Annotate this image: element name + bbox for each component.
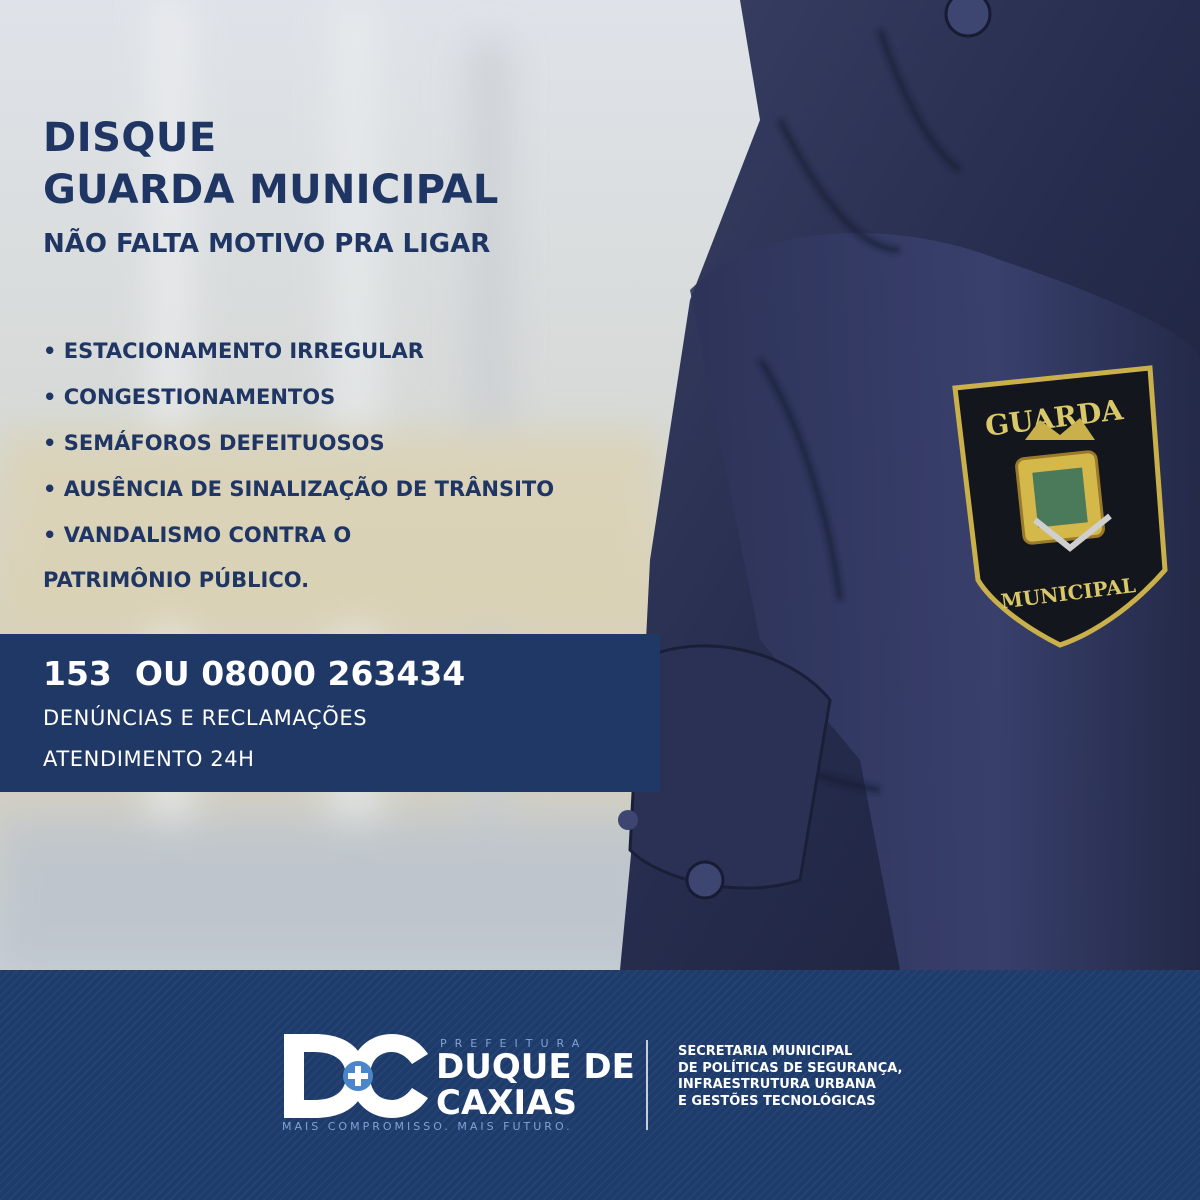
logo-prefeitura-label: PREFEITURA	[440, 1037, 588, 1050]
logo-city-line-1: DUQUE DE	[436, 1047, 635, 1087]
department-line: SECRETARIA MUNICIPAL	[678, 1044, 853, 1059]
headline-line-2: GUARDA MUNICIPAL	[43, 167, 499, 213]
contact-line-reports: DENÚNCIAS E RECLAMAÇÕES	[43, 706, 368, 730]
headline-line-1: DISQUE	[43, 115, 217, 161]
dc-logo-icon	[282, 1032, 432, 1120]
department-name	[678, 1044, 903, 1110]
list-item-continuation: PATRIMÔNIO PÚBLICO.	[43, 568, 310, 592]
button-icon	[687, 862, 723, 898]
list-item: • AUSÊNCIA DE SINALIZAÇÃO DE TRÂNSITO	[43, 477, 555, 501]
logo-city-line-2: CAXIAS	[436, 1083, 577, 1123]
logo-slogan: MAIS COMPROMISSO. MAIS FUTURO.	[282, 1120, 573, 1133]
subheadline: NÃO FALTA MOTIVO PRA LIGAR	[43, 229, 491, 259]
department-line: E GESTÕES TECNOLÓGICAS	[678, 1093, 876, 1109]
contact-line-hours: ATENDIMENTO 24H	[43, 747, 255, 771]
reasons-list	[43, 333, 554, 563]
list-item: • VANDALISMO CONTRA O	[43, 523, 352, 547]
logo-city-name	[436, 1049, 635, 1121]
department-line: INFRAESTRUTURA URBANA	[678, 1077, 876, 1092]
badge-top-text: GUARDA	[983, 393, 1125, 443]
headline	[43, 112, 499, 216]
list-item: • SEMÁFOROS DEFEITUOSOS	[43, 431, 385, 455]
department-line: DE POLÍTICAS DE SEGURANÇA,	[678, 1060, 903, 1076]
phone-numbers: 153 OU 08000 263434	[43, 654, 466, 693]
list-item: • ESTACIONAMENTO IRREGULAR	[43, 339, 424, 363]
badge-bottom-text: MUNICIPAL	[999, 573, 1137, 614]
list-item: • CONGESTIONAMENTOS	[43, 385, 336, 409]
footer-divider	[646, 1040, 648, 1130]
